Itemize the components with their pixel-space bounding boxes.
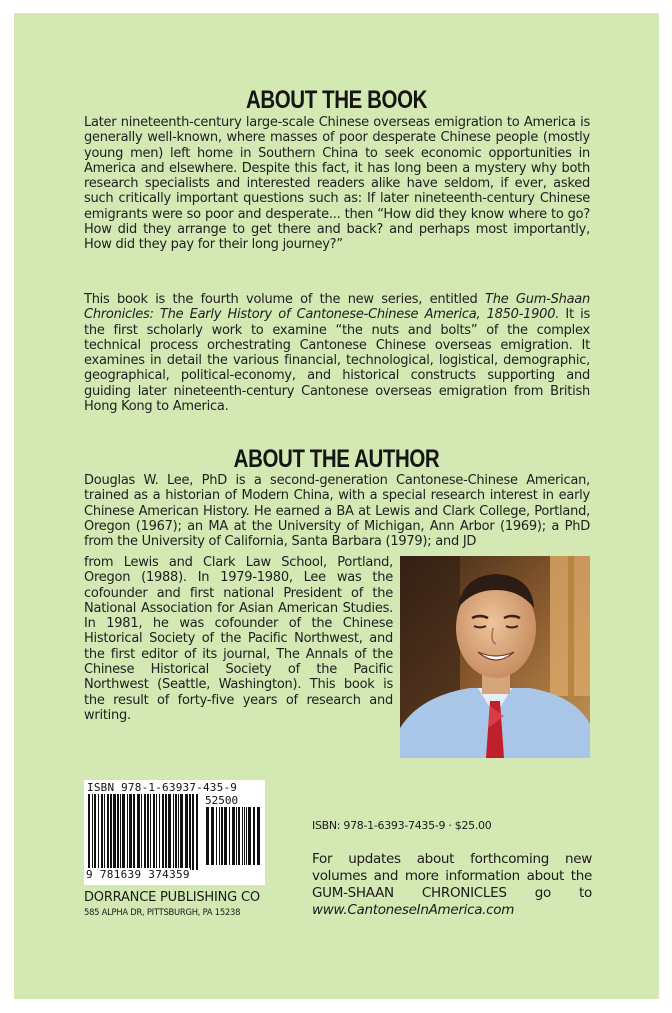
barcode-bar <box>178 794 179 870</box>
barcode-bar <box>120 794 121 870</box>
barcode-bar <box>248 807 251 865</box>
barcode-bar <box>101 794 103 870</box>
barcode-bar <box>127 794 128 870</box>
barcode-bar <box>175 794 177 870</box>
barcode-bar <box>110 794 112 870</box>
about-book-heading: ABOUT THE BOOK <box>245 86 428 114</box>
barcode-bar <box>253 807 255 865</box>
barcode-bar <box>94 794 96 870</box>
barcode-bar <box>257 807 260 865</box>
barcode-bar <box>244 807 245 865</box>
barcode-bar <box>180 794 183 870</box>
book-back-cover <box>14 13 659 999</box>
series-title: The Gum-Shaan Chronicles: The Early History of Cantonese-Chinese America, 1850-1900. <box>84 292 590 323</box>
about-book-paragraph-2: This book is the fourth volume of the new series, entitled The Gum-Shaan Chronicles: The Early History of Cantonese-Chinese America, 1850-1900. It is the first scholarly work to examine “the nuts and bolts” of the complex technical process orchestrating Cantonese Chinese overseas emigration. It examines in detail the various financial, technological, logistical, demographic, geographical, political-economy, and historical constructs supporting and guiding later nineteenth-century Cantonese overseas emigration from British Hong Kong to America. <box>84 292 590 415</box>
barcode-bar <box>189 794 191 870</box>
barcode-bar <box>165 794 167 870</box>
updates-note: For updates about forthcoming new volumes and more information about the GUM-SHAAN CHRONICLES go to www.CantoneseInAmerica.com <box>312 851 592 918</box>
barcode-price-code: 52500 <box>205 794 239 807</box>
barcode-bar <box>122 794 125 870</box>
website-link[interactable]: www.CantoneseInAmerica.com <box>312 902 515 918</box>
barcode-bar <box>150 794 151 870</box>
barcode-bar <box>129 794 132 870</box>
author-bio-side: from Lewis and Clark Law School, Portland, Oregon (1988). In 1979-1980, Lee was the cofounder and first national President of the National Association for Asian American Studies. In 1981, he was cofounder of the Chinese Historical Society of the Pacific Northwest, and the first editor of its journal, The Annals of the Chinese Historical Society of the Pacific Northwest (Seattle, Washington). This book is the result of forty-five years of research and writing. <box>84 555 393 723</box>
barcode-bar <box>159 794 160 870</box>
barcode-bar <box>153 794 155 870</box>
barcode-bar <box>104 794 105 870</box>
barcode-bar <box>216 807 217 865</box>
barcode-bar <box>137 794 140 870</box>
barcode-bar <box>156 794 157 870</box>
barcode-bar <box>206 807 209 865</box>
barcode-bar <box>211 807 214 865</box>
isbn-price-line: ISBN: 978-1-6393-7435-9 · $25.00 <box>312 819 492 832</box>
author-bio-top: Douglas W. Lee, PhD is a second-generation Cantonese-Chinese American, trained as a historian of Modern China, with a special research interest in early Chinese American History. He earned a BA at Lewis and Clark College, Portland, Oregon (1967); an MA at the University of Michigan, Ann Arbor (1969); a PhD from the University of California, Santa Barbara (1979); and JD <box>84 473 590 550</box>
about-author-heading: ABOUT THE AUTHOR <box>233 445 440 473</box>
about-book-paragraph-1: Later nineteenth-century large-scale Chinese overseas emigration to America is generally well-known, where masses of poor desperate Chinese people (mostly young men) left home in Southern China to seek economic opportunities in America and elsewhere. Despite this fact, it has long been a mystery why both research specialists and interested readers alike have seldom, if ever, asked such critically important questions such as: If later nineteenth-century Chinese emigrants were so poor and desperate... then “How did they know where to go? How did they arrange to get there and back? and perhaps most importantly, How did they pay for their long journey?” <box>84 115 590 253</box>
barcode-bar <box>133 794 135 870</box>
barcode-bar <box>141 794 142 870</box>
barcode-bar <box>88 794 90 870</box>
barcode-bar <box>92 794 93 870</box>
barcode-bar <box>232 807 235 865</box>
ean13-bars <box>87 794 200 872</box>
barcode-bar <box>238 807 240 865</box>
barcode-bar <box>107 794 109 870</box>
barcode-bar <box>236 807 237 865</box>
barcode-bar <box>219 807 220 865</box>
barcode-bar <box>168 794 171 870</box>
barcode-bar <box>224 807 227 865</box>
barcode-isbn-label: ISBN 978-1-63937-435-9 <box>87 781 238 794</box>
isbn-barcode <box>84 780 265 885</box>
barcode-bar <box>221 807 223 865</box>
barcode-bar <box>242 807 243 865</box>
publisher-address: 585 ALPHA DR, PITTSBURGH, PA 15238 <box>84 907 241 917</box>
barcode-bar <box>113 794 116 870</box>
barcode-bar <box>117 794 119 870</box>
barcode-bar <box>246 807 247 865</box>
barcode-bar <box>192 794 194 870</box>
barcode-bar <box>173 794 174 870</box>
barcode-bar <box>147 794 149 870</box>
barcode-bar <box>229 807 230 865</box>
barcode-bar <box>98 794 99 870</box>
barcode-bar <box>196 794 198 870</box>
barcode-bar <box>162 794 164 870</box>
author-photo <box>400 556 590 758</box>
publisher-name: DORRANCE PUBLISHING CO <box>84 890 260 905</box>
barcode-digits: 9 781639 374359 <box>86 868 190 881</box>
barcode-bar <box>185 794 188 870</box>
barcode-bar <box>144 794 146 870</box>
price-bars <box>205 807 262 867</box>
